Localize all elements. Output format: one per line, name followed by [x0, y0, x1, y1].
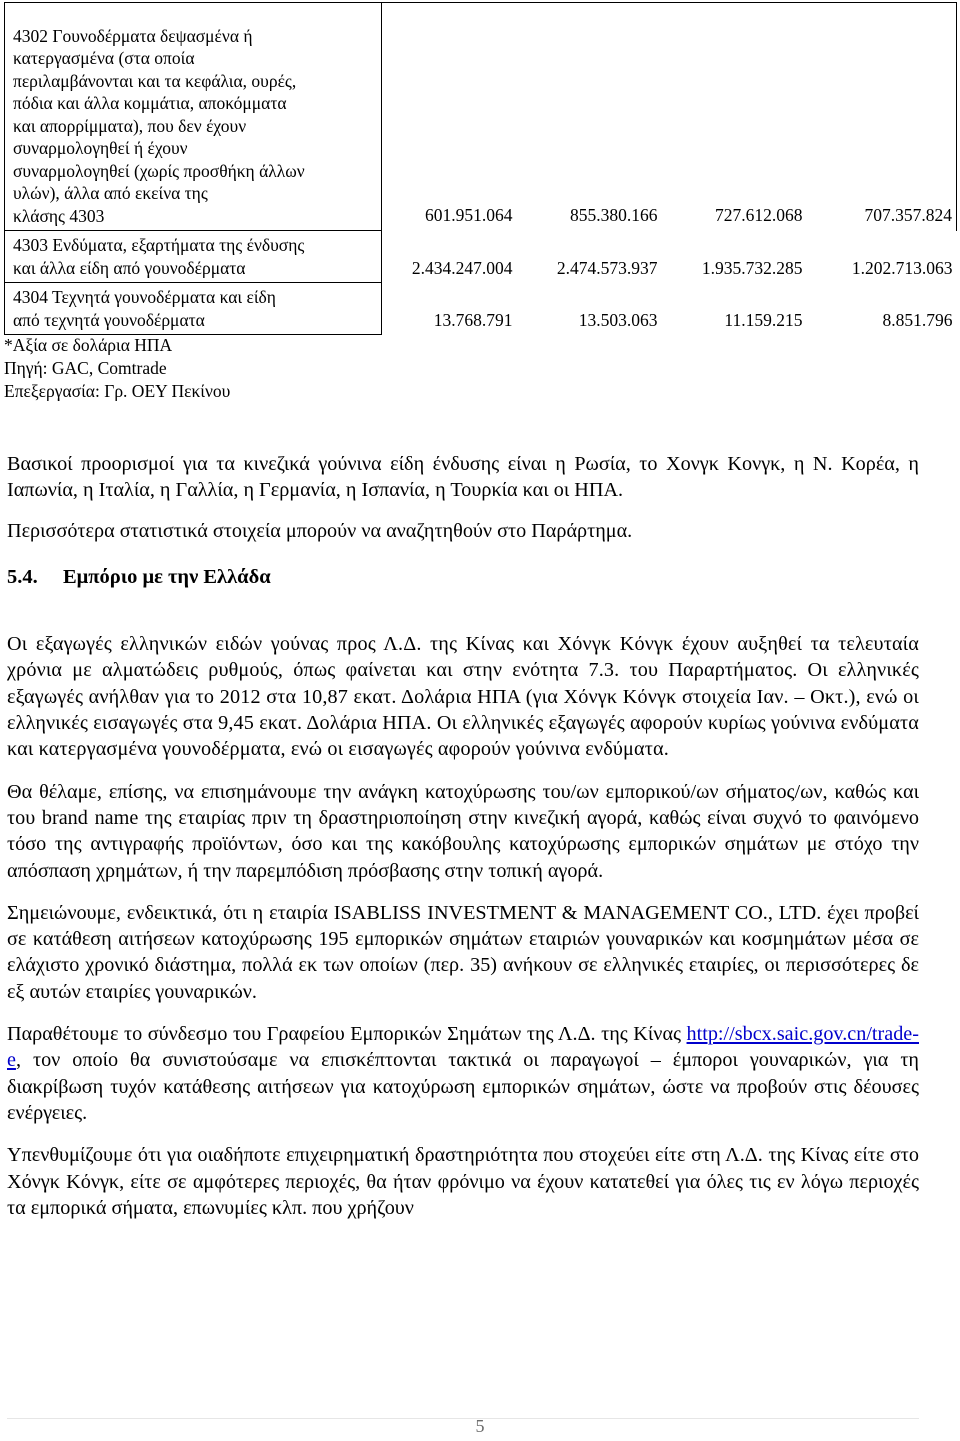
table-cell-value: 13.503.063 — [578, 310, 658, 330]
table-cell-value: 727.612.068 — [662, 3, 807, 231]
paragraph: Βασικοί προορισμοί για τα κινεζικά γούνινα είδη ένδυσης είναι η Ρωσία, το Χονγκ Κονγκ, η Ν. Κορέα, η Ιαπωνία, η Ιταλία, η Γαλλία, η Γερμανία, η Ισπανία, η Τουρκία και οι ΗΠΑ. — [7, 453, 919, 502]
table-cell-value: 1.202.713.063 — [851, 258, 953, 278]
paragraph: Παραθέτουμε το σύνδεσμο του Γραφείου Εμπορικών Σημάτων της Λ.Δ. της Κίνας http://sbcx.saic.gov.cn/trade-e, τον οποίο θα συνιστούσαμε να επισκέπτονται τακτικά οι παραγωγοί – έμποροι γουναρικών, για τη διακρίβωση τυχόν κατάθεσης αιτήσεων για κατοχύρωση εμπορικών σημάτων, ώστε να προβούν στις δέουσες ενέργειες. — [7, 1023, 919, 1124]
table-row — [5, 283, 957, 335]
currency-note: *Αξία σε δολάρια ΗΠΑ — [4, 335, 173, 355]
paragraph: Θα θέλαμε, επίσης, να επισημάνουμε την ανάγκη κατοχύρωσης του/ων εμπορικού/ων σήματος/ων, καθώς και του brand name της εταιρίας πριν τη δραστηριοποίηση στην κινεζική αγορά, καθώς είναι συχνό το φαινόμενο τόσο της αντιγραφής προϊόντων, όσο και της κακόβουλης κατοχύρωσης εμπορικών σημάτων με στόχο την απόσπαση χρημάτων, ή την παρεμπόδιση πρόσβασης στην τοπική αγορά. — [7, 780, 919, 882]
table-cell-value: 2.474.573.937 — [556, 258, 658, 278]
table-cell-value: 13.768.791 — [433, 310, 513, 330]
table-cell-value: 11.159.215 — [724, 310, 803, 330]
source-note: Πηγή: GAC, Comtrade — [4, 358, 167, 378]
table-notes — [4, 334, 384, 403]
paragraph: Σημειώνουμε, ενδεικτικά, ότι η εταιρία ISABLISS INVESTMENT & MANAGEMENT CO., LTD. έχει προβεί σε κατάθεση αιτήσεων κατοχύρωσης 195 εμπορικών σημάτων εταιριών γουναρικών και κοσμημάτων μέσα σε ελάχιστο χρονικό διάστημα, πολλά εκ των οποίων (περ. 35) ανήκουν σε ελληνικές εταιρίες, οι περισσότερες δε εξ αυτών εταιρίες γουναρικών. — [7, 901, 919, 1003]
table-cell-value: 2.434.247.004 — [411, 258, 513, 278]
table-row — [5, 3, 957, 231]
paragraph: Υπενθυμίζουμε ότι για οιαδήποτε επιχειρηματική δραστηριότητα που στοχεύει είτε στη Λ.Δ. της Κίνας είτε στο Χόνγκ Κόνγκ, είτε σε αμφότερες περιοχές, θα ήταν φρόνιμο να έχουν κατατεθεί για όλες τις εν λόγω περιοχές τα εμπορικά σήματα, επωνυμίες κλπ. που χρήζουν — [7, 1144, 919, 1219]
table-cell-value: 8.851.796 — [882, 310, 953, 330]
fur-trade-table — [4, 2, 957, 335]
processing-note: Επεξεργασία: Γρ. ΟΕΥ Πεκίνου — [4, 381, 231, 401]
body-text — [7, 451, 919, 1221]
row-label: 4302 Γουνοδέρματα δεψασμένα ή κατεργασμένα (στα οποία περιλαμβάνονται και τα κεφάλια, ουρές, πόδια και άλλα κομμάτια, αποκόμματα και απορρίμματα), που δεν έχουν συναρμολογηθεί ή έχουν συναρμολογηθεί (χωρίς προσθήκη άλλων υλών), άλλα από εκείνα της κλάσης 4303 — [5, 3, 382, 231]
section-title: Εμπόριο με την Ελλάδα — [63, 565, 271, 588]
table-cell-value: 707.357.824 — [807, 3, 957, 231]
section-number: 5.4. — [7, 565, 38, 588]
section-heading — [7, 564, 919, 590]
table-row — [5, 231, 957, 283]
table-cell-value: 1.935.732.285 — [701, 258, 803, 278]
paragraph: Οι εξαγωγές ελληνικών ειδών γούνας προς Λ.Δ. της Κίνας και Χόνγκ Κόνγκ έχουν αυξηθεί τα τελευταία χρόνια με αλματώδεις ρυθμούς, όπως φαίνεται και στην ενότητα 7.3. του Παραρτήματος. Οι ελληνικές εξαγωγές ανήλθαν για το 2012 στα 10,87 εκατ. Δολάρια ΗΠΑ (για Χόνγκ Κόνγκ στοιχεία Ιαν. – Οκτ.), ενώ οι ελληνικές εισαγωγές στα 9,45 εκατ. Δολάρια ΗΠΑ. Οι ελληνικές εξαγωγές αφορούν κυρίως γούνινα ενδύματα και κατεργασμένα γουνοδέρματα, ενώ οι εισαγωγές αφορούν γούνινα ενδύματα. — [7, 633, 919, 761]
page-number: 5 — [475, 1416, 485, 1436]
table-cell-value: 601.951.064 — [382, 3, 517, 231]
row-label: 4304 Τεχνητά γουνοδέρματα και είδη από τεχνητά γουνοδέρματα — [5, 283, 382, 335]
trademark-office-link[interactable]: http://sbcx.saic.gov.cn/trade-e — [7, 1023, 919, 1072]
paragraph: Περισσότερα στατιστικά στοιχεία μπορούν να αναζητηθούν στο Παράρτημα. — [7, 519, 633, 542]
table-cell-value: 855.380.166 — [517, 3, 662, 231]
row-label: 4303 Ενδύματα, εξαρτήματα της ένδυσης και άλλα είδη από γουνοδέρματα — [5, 231, 382, 283]
